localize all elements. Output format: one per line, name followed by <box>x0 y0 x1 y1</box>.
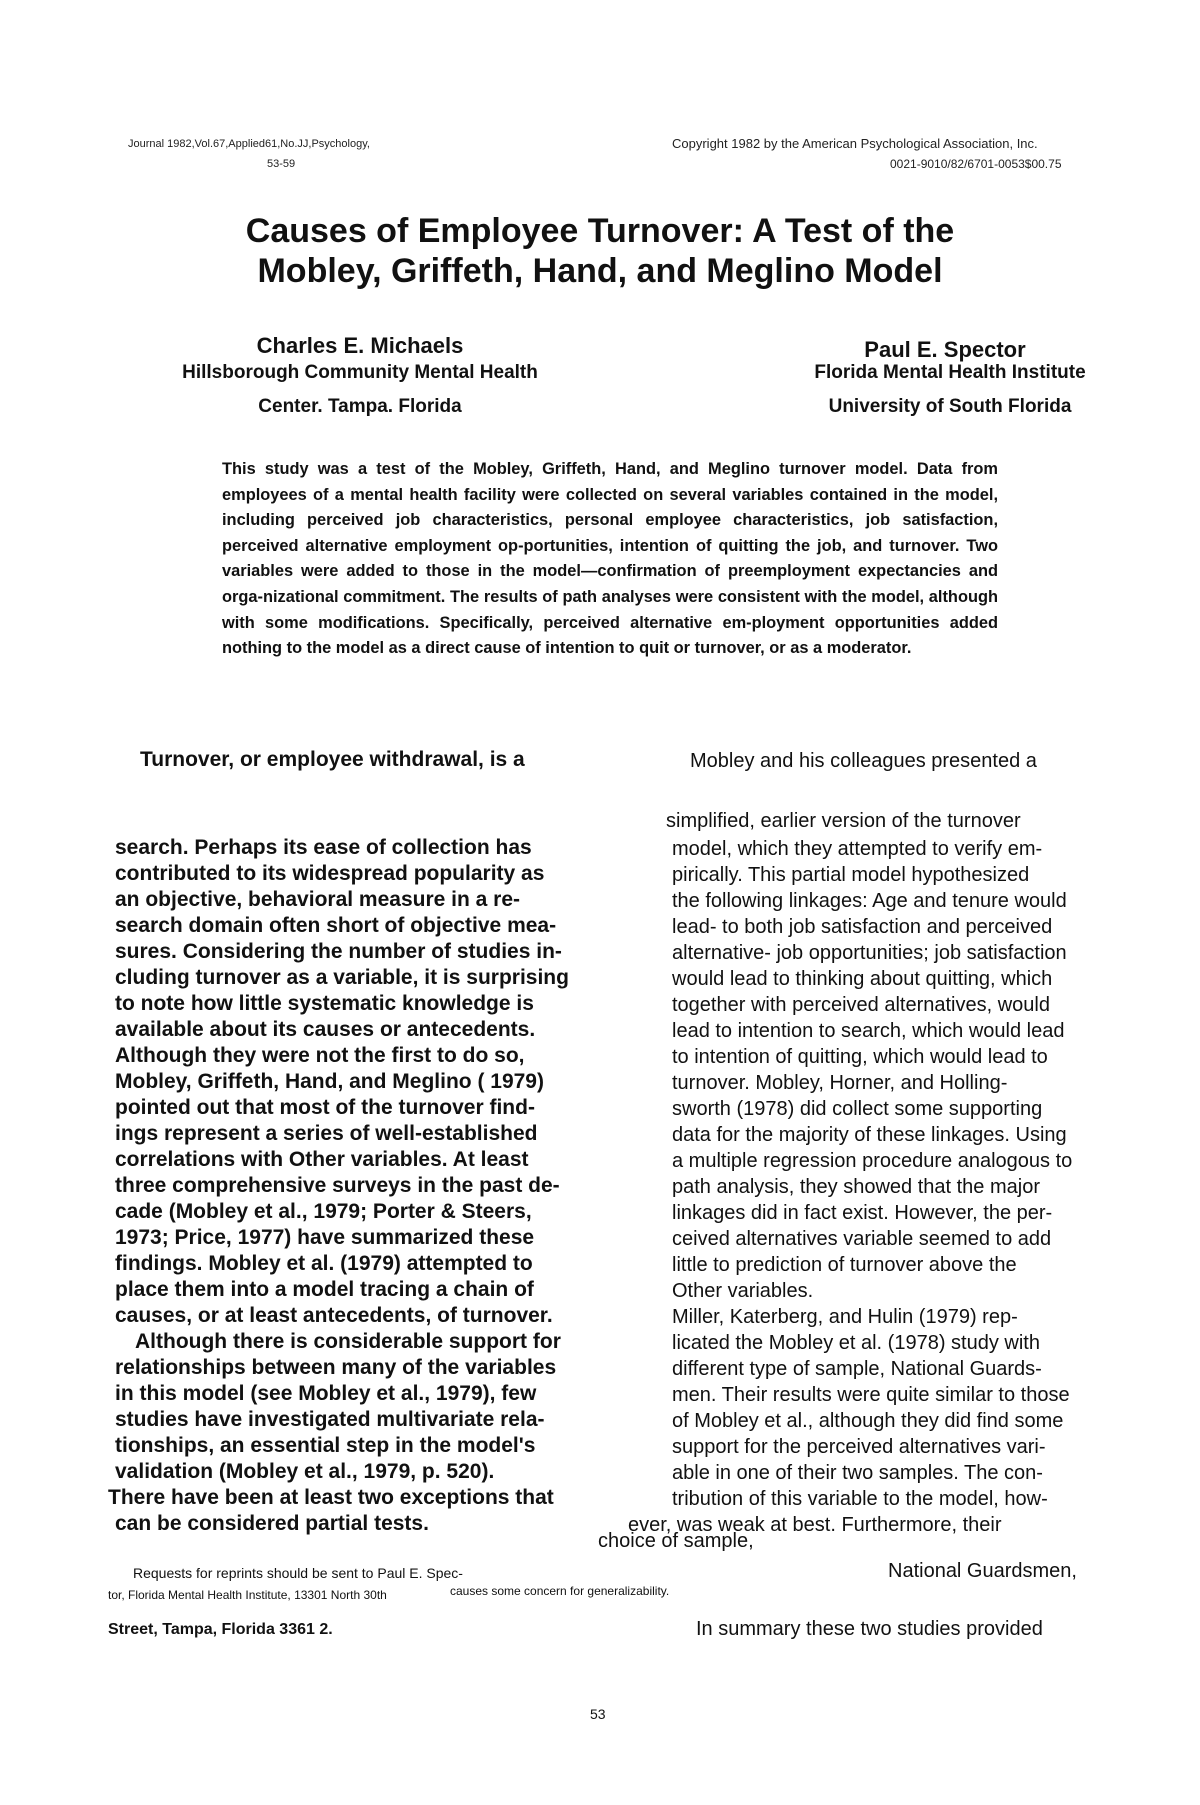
left-col-line: Mobley, Griffeth, Hand, and Meglino ( 1979) <box>115 1070 544 1093</box>
right-col-line: Other variables. <box>672 1280 814 1302</box>
right-col-line: to intention of quitting, which would lead to <box>672 1046 1048 1068</box>
left-col-line: Although they were not the first to do so, <box>115 1044 525 1067</box>
left-col-line: ings represent a series of well-established <box>115 1122 538 1145</box>
right-col-line: choice of sample, <box>598 1530 754 1552</box>
author-right-affiliation-1: Florida Mental Health Institute <box>814 362 1086 383</box>
footnote-line1: Requests for reprints should be sent to Paul E. Spec- <box>133 1565 463 1581</box>
right-col-line: of Mobley et al., although they did find some <box>672 1410 1064 1432</box>
right-col-line: different type of sample, National Guards- <box>672 1358 1042 1380</box>
right-col-line: linkages did in fact exist. However, the per- <box>672 1202 1053 1224</box>
abstract: This study was a test of the Mobley, Griffeth, Hand, and Meglino turnover model. Data from employees of a mental health facility were collected on several variables contained in the model, including perceived job characteristics, personal employee characteristics, job satisfaction, perceived alternative employment op-portunities, intention of quitting the job, and turnover. Two variables were added to those in the model—confirmation of preemployment expectancies and orga-nizational commitment. The results of path analyses were consistent with the model, although with some modifications. Specifically, perceived alternative em-ployment opportunities added nothing to the model as a direct cause of intention to quit or turnover, or as a moderator. <box>222 460 998 658</box>
footnote-line3: Street, Tampa, Florida 3361 2. <box>108 1621 333 1638</box>
left-col-line: causes, or at least antecedents, of turnover. <box>115 1304 553 1327</box>
right-col-line: able in one of their two samples. The con- <box>672 1462 1043 1484</box>
right-col-line: ceived alternatives variable seemed to add <box>672 1228 1052 1250</box>
left-col-line: three comprehensive surveys in the past de- <box>115 1174 560 1197</box>
author-right-name: Paul E. Spector <box>864 337 1026 362</box>
left-col-line: validation (Mobley et al., 1979, p. 520). <box>115 1460 495 1483</box>
author-left-affiliation-1: Hillsborough Community Mental Health <box>182 362 538 383</box>
right-col-line: licated the Mobley et al. (1978) study with <box>672 1332 1040 1354</box>
right-col-line: alternative- job opportunities; job satisfaction <box>672 942 1067 964</box>
copyright-line1: Copyright 1982 by the American Psychological Association, Inc. <box>672 136 1038 151</box>
right-col-line: tribution of this variable to the model, how- <box>672 1488 1048 1510</box>
right-col-line: sworth (1978) did collect some supporting <box>672 1098 1043 1120</box>
left-col-line: sures. Considering the number of studies in- <box>115 940 562 963</box>
paper-title-line2: Mobley, Griffeth, Hand, and Meglino Model <box>257 252 943 290</box>
right-col-line: simplified, earlier version of the turnover <box>666 810 1021 832</box>
left-col-line: cluding turnover as a variable, it is surprising <box>115 966 569 989</box>
left-col-line: contributed to its widespread popularity as <box>115 862 545 885</box>
left-col-line: search. Perhaps its ease of collection has <box>115 836 532 859</box>
right-col-line: together with perceived alternatives, would <box>672 994 1050 1016</box>
right-col-line: the following linkages: Age and tenure would <box>672 890 1067 912</box>
left-col-line: studies have investigated multivariate rela- <box>115 1408 545 1431</box>
right-col-line: a multiple regression procedure analogous to <box>672 1150 1073 1172</box>
right-col-line: path analysis, they showed that the major <box>672 1176 1040 1198</box>
footnote-line2: tor, Florida Mental Health Institute, 13301 North 30th <box>108 1588 387 1602</box>
left-col-line: cade (Mobley et al., 1979; Porter & Steers, <box>115 1200 532 1223</box>
right-col-line: pirically. This partial model hypothesized <box>672 864 1030 886</box>
right-col-line: Miller, Katerberg, and Hulin (1979) rep- <box>672 1306 1018 1328</box>
right-col-line: data for the majority of these linkages. Using <box>672 1124 1067 1146</box>
right-col-line: causes some concern for generalizability. <box>450 1584 670 1598</box>
left-col-line: Although there is considerable support for <box>135 1330 561 1353</box>
right-col-line: turnover. Mobley, Horner, and Holling- <box>672 1072 1008 1094</box>
left-col-line: in this model (see Mobley et al., 1979), few <box>115 1382 537 1405</box>
left-col-line: pointed out that most of the turnover find- <box>115 1096 535 1119</box>
left-col-line: an objective, behavioral measure in a re- <box>115 888 520 911</box>
left-col-line: place them into a model tracing a chain of <box>115 1278 534 1301</box>
author-left-name: Charles E. Michaels <box>256 333 464 358</box>
left-col-line: relationships between many of the variables <box>115 1356 557 1379</box>
journal-citation-line1: Journal 1982,Vol.67,Applied61,No.JJ,Psychology, <box>128 138 370 150</box>
left-col-line: search domain often short of objective mea- <box>115 914 557 937</box>
right-col-line: lead to intention to search, which would lead <box>672 1020 1065 1042</box>
right-col-line: model, which they attempted to verify em- <box>672 838 1043 860</box>
left-col-line: to note how little systematic knowledge is <box>115 992 534 1015</box>
right-col-line: men. Their results were quite similar to those <box>672 1384 1070 1406</box>
left-col-line: correlations with Other variables. At least <box>115 1148 529 1171</box>
copyright-line2: 0021-9010/82/6701-0053$00.75 <box>890 157 1062 171</box>
left-col-line: available about its causes or antecedents. <box>115 1018 536 1041</box>
right-col-line: In summary these two studies provided <box>696 1618 1043 1640</box>
right-col-line: National Guardsmen, <box>888 1560 1077 1582</box>
right-col-line: ever, was weak at best. Furthermore, their <box>628 1514 1002 1536</box>
journal-citation-line2: 53-59 <box>267 158 296 170</box>
left-col-line: Turnover, or employee withdrawal, is a <box>140 748 525 771</box>
right-col-line: lead- to both job satisfaction and perceived <box>672 916 1053 938</box>
left-col-line: There have been at least two exceptions that <box>108 1486 554 1509</box>
author-left-affiliation-2: Center. Tampa. Florida <box>258 396 462 417</box>
right-col-line: would lead to thinking about quitting, which <box>672 968 1053 990</box>
left-col-line: tionships, an essential step in the model's <box>115 1434 536 1457</box>
author-right-affiliation-2: University of South Florida <box>828 396 1072 417</box>
left-col-line: 1973; Price, 1977) have summarized these <box>115 1226 535 1249</box>
left-col-line: can be considered partial tests. <box>115 1512 429 1535</box>
right-col-line: Mobley and his colleagues presented a <box>690 750 1037 772</box>
right-col-line: little to prediction of turnover above the <box>672 1254 1017 1276</box>
left-col-line: findings. Mobley et al. (1979) attempted to <box>115 1252 533 1275</box>
right-col-line: support for the perceived alternatives vari- <box>672 1436 1046 1458</box>
paper-title-line1: Causes of Employee Turnover: A Test of the <box>245 212 955 250</box>
page-number: 53 <box>590 1706 606 1722</box>
